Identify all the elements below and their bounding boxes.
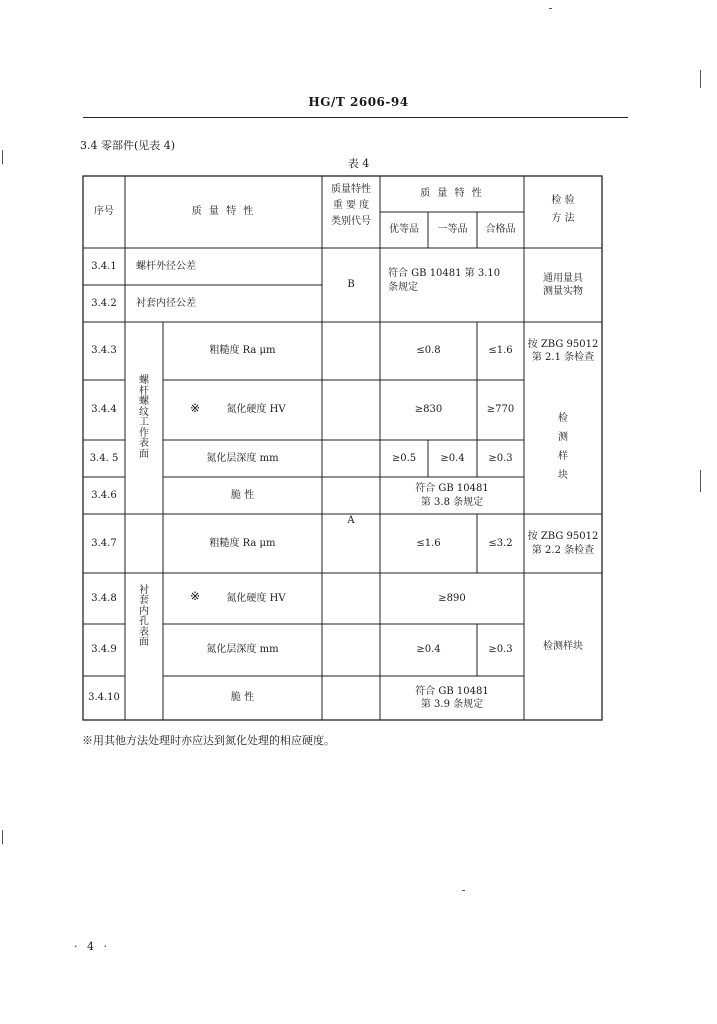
header-grade-superior: 优等品: [389, 224, 419, 236]
value-r4-pass: ≥770: [486, 404, 515, 416]
header-quality-feature: 质 量 特 性: [191, 206, 256, 218]
row-number: 3.4.3: [91, 345, 117, 357]
value-r10: [380, 676, 524, 720]
feature-label: 脆 性: [230, 489, 255, 501]
feature-label: 脆 性: [230, 692, 255, 704]
page-number: · 4 ·: [74, 940, 110, 953]
row-number: 3.4.1: [91, 260, 117, 272]
scan-speck: [700, 470, 701, 492]
method-r4-6: [524, 380, 602, 514]
value-r9-merged: ≥0.4: [416, 644, 441, 656]
value-r5-first: ≥0.4: [440, 452, 465, 464]
scan-speck: [700, 70, 701, 88]
value-r1-2-line2: 条规定: [388, 281, 418, 293]
value-r10-line1: 符合 GB 10481: [415, 685, 489, 697]
header-grades-group: 质 量 特 性: [420, 188, 484, 200]
method-r8-10: 检测样块: [543, 640, 583, 652]
value-r6-line2: 第 3.8 条规定: [420, 496, 484, 508]
header-method: [524, 192, 602, 228]
scan-speck: [2, 830, 3, 844]
method-r1-2-line2: 测量实物: [543, 286, 583, 297]
class-code-b: B: [347, 279, 355, 291]
value-r3-merged: ≤0.8: [416, 345, 441, 357]
feature-label: 氮化硬度 HV: [226, 592, 286, 604]
value-r8-all: ≥890: [438, 592, 466, 604]
row-number: 3.4.7: [91, 537, 117, 549]
method-r3-line2: 第 2.1 条检查: [531, 352, 595, 363]
row-number: 3.4.4: [91, 404, 117, 416]
feature-label: 粗糙度 Ra μm: [209, 537, 276, 549]
footnote: ※用其他方法处理时亦应达到氮化处理的相应硬度。: [82, 734, 335, 747]
header-grade-first: 一等品: [437, 224, 468, 236]
scan-speck: [462, 890, 465, 891]
header-importance-line2: 重 要 度: [332, 200, 370, 211]
method-r7-line1: 按 ZBG 95012: [527, 531, 599, 542]
header-importance-line3: 类别代号: [331, 216, 371, 227]
class-code-a: A: [347, 515, 355, 527]
method-r3: [524, 322, 602, 380]
row-number: 3.4.6: [91, 489, 117, 501]
table-caption: 表 4: [347, 157, 370, 170]
row-number: 3.4.9: [91, 644, 117, 656]
row-number: 3.4.8: [91, 592, 117, 604]
value-r4-merged: ≥830: [414, 404, 443, 416]
feature-label: 氮化层深度 mm: [206, 452, 279, 464]
scan-speck: [549, 8, 552, 9]
feature-label: 螺杆外径公差: [136, 261, 196, 272]
value-r3-pass: ≤1.6: [488, 345, 513, 357]
group-label-screw-text: 螺杆螺纹工作表面: [139, 375, 149, 460]
feature-label: 氮化层深度 mm: [206, 644, 279, 656]
header-method-line1: 检 验: [551, 195, 575, 206]
header-importance-line1: 质量特性: [331, 184, 371, 195]
value-r6: [380, 477, 524, 514]
value-r1-2-line1: 符合 GB 10481 第 3.10: [388, 268, 501, 279]
value-r1-2: [388, 267, 524, 294]
method-r7: [524, 514, 602, 573]
header-method-line2: 方 法: [551, 213, 575, 224]
group-label-screw: [131, 322, 157, 514]
value-r7-merged: ≤1.6: [416, 537, 441, 549]
method-r1-2: [524, 248, 602, 322]
document-header-title: HG/T 2606-94: [308, 95, 409, 109]
section-heading: 3.4 零部件(见表 4): [80, 139, 176, 152]
header-seq: 序号: [94, 206, 114, 218]
value-r10-line2: 第 3.9 条规定: [420, 699, 484, 710]
value-r5-pass: ≥0.3: [488, 452, 513, 464]
value-r6-line1: 符合 GB 10481: [415, 483, 489, 494]
value-r7-pass: ≤3.2: [488, 537, 513, 549]
note-mark: ※: [190, 589, 201, 603]
method-r1-2-line1: 通用量具: [543, 272, 583, 284]
scan-speck: [2, 150, 3, 164]
group-label-sleeve-text: 衬套内孔表面: [139, 584, 149, 648]
method-r3-line1: 按 ZBG 95012: [527, 338, 599, 350]
value-r9-pass: ≥0.3: [488, 644, 513, 656]
feature-label: 粗糙度 Ra μm: [209, 345, 276, 357]
feature-label: 衬套内径公差: [136, 298, 196, 309]
row-number: 3.4. 5: [89, 452, 119, 464]
feature-label: 氮化硬度 HV: [226, 404, 286, 416]
value-r5-superior: ≥0.5: [391, 452, 417, 464]
row-number: 3.4.10: [88, 692, 120, 704]
method-r4-6-text: 检测样块: [558, 413, 568, 481]
header-importance: [322, 182, 380, 230]
row-number: 3.4.2: [91, 297, 117, 309]
note-mark: ※: [190, 401, 201, 415]
method-r7-line2: 第 2.2 条检查: [531, 544, 595, 556]
header-grade-pass: 合格品: [485, 224, 516, 236]
group-label-sleeve: [131, 514, 157, 720]
